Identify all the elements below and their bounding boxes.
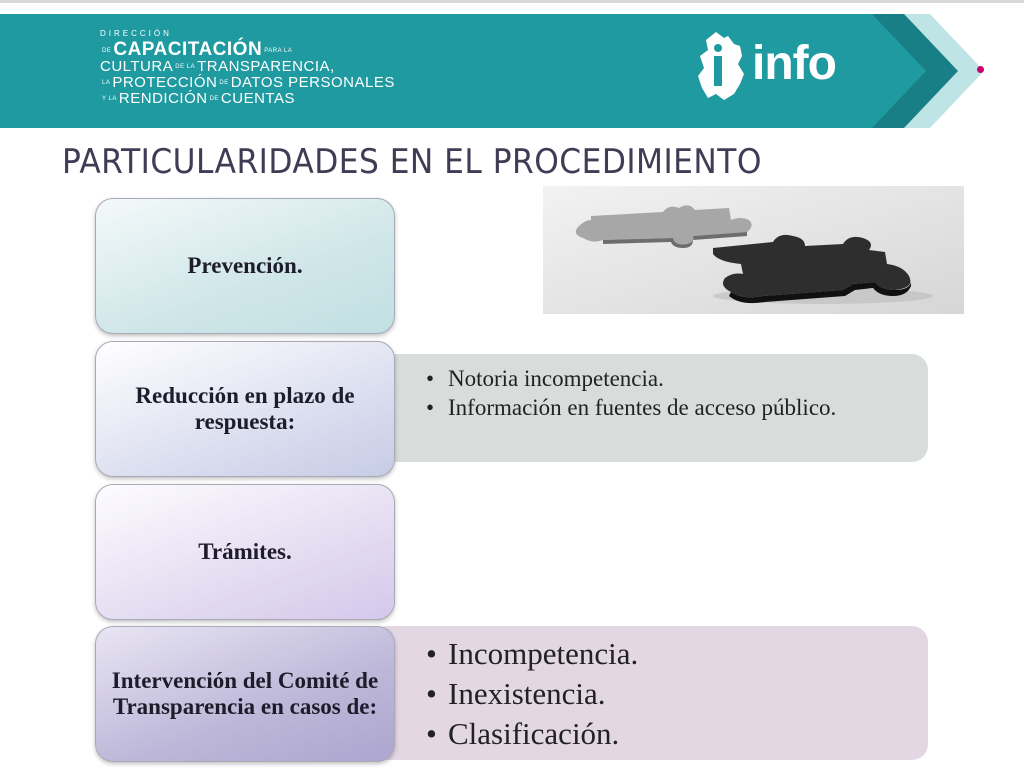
intervencion-box bbox=[95, 626, 395, 762]
list-item: • Información en fuentes de acceso público. bbox=[422, 393, 892, 422]
box-label: Reducción en plazo de respuesta: bbox=[135, 383, 355, 434]
list-item: • Incompetencia. bbox=[422, 634, 638, 674]
slide-title: PARTICULARIDADES EN EL PROCEDIMIENTO bbox=[62, 142, 762, 182]
reduccion-details-panel bbox=[372, 354, 928, 462]
list-item: • Notoria incompetencia. bbox=[422, 364, 892, 393]
accent-dot bbox=[977, 66, 984, 73]
intervencion-details-panel bbox=[372, 626, 928, 760]
list-item: • Clasificación. bbox=[422, 714, 638, 754]
puzzle-pieces-image bbox=[543, 186, 964, 314]
list-item: • Inexistencia. bbox=[422, 674, 638, 714]
logo-wordmark: info bbox=[752, 37, 836, 90]
prevencion-box bbox=[95, 198, 395, 334]
tramites-box bbox=[95, 484, 395, 620]
top-divider bbox=[0, 0, 1024, 3]
reduccion-box bbox=[95, 341, 395, 477]
org-name: DIRECCIÓN DE CAPACITACIÓN PARA LA CULTURA DE LA TRANSPARENCIA, LA PROTECCIÓN DE DATOS PERSONALES Y LA RENDICIÓN DE CUENTAS bbox=[100, 29, 395, 107]
box-label: Trámites. bbox=[198, 539, 292, 564]
box-label: Intervención del Comité de Transparencia en casos de: bbox=[111, 668, 379, 719]
box-label: Prevención. bbox=[187, 253, 303, 278]
